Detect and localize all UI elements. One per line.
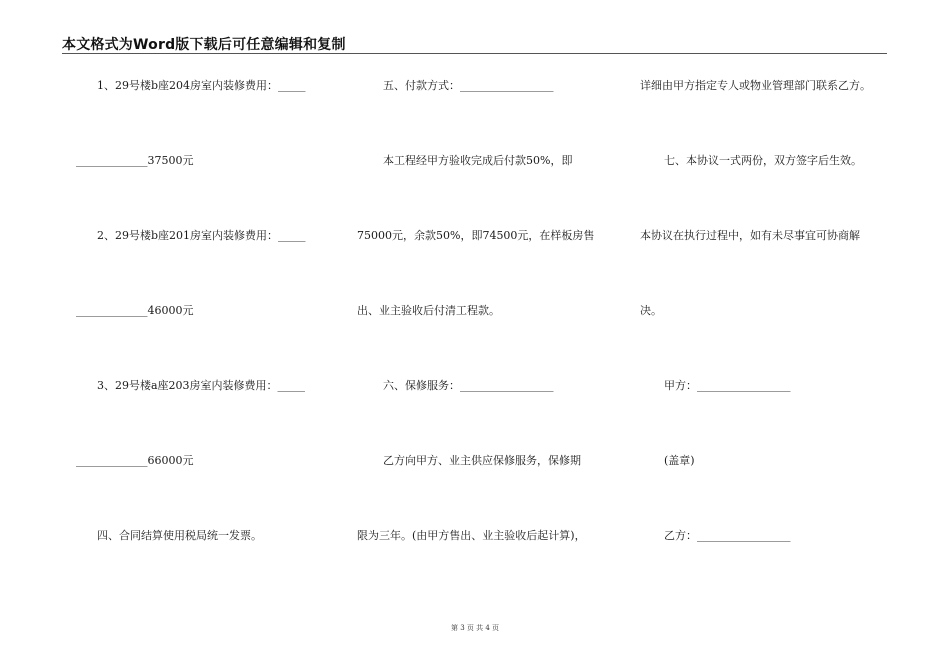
left-line-2: _____________37500元	[76, 154, 194, 167]
middle-line-2: 本工程经甲方验收完成后付款50%，即	[383, 154, 573, 167]
right-line-3: 本协议在执行过程中，如有未尽事宜可协商解	[640, 229, 860, 242]
page-number-footer: 第 3 页 共 4 页	[450, 624, 500, 632]
left-line-4: _____________46000元	[76, 304, 194, 317]
party-b-signature-line: 乙方：_________________	[664, 529, 791, 542]
middle-line-3: 75000元，余款50%，即74500元，在样板房售	[357, 229, 595, 242]
middle-line-7: 限为三年。(由甲方售出、业主验收后起计算)，	[357, 529, 586, 542]
right-line-2: 七、本协议一式两份，双方签字后生效。	[664, 154, 862, 167]
left-line-7: 四、合同结算使用税局统一发票。	[97, 529, 262, 542]
middle-line-5: 六、保修服务：_________________	[383, 379, 554, 392]
right-line-1: 详细由甲方指定专人或物业管理部门联系乙方。	[640, 79, 871, 92]
right-line-4: 决。	[640, 304, 662, 317]
party-a-signature-line: 甲方：_________________	[664, 379, 791, 392]
left-line-1: 1、29号楼b座204房室内装修费用：_____	[97, 79, 306, 92]
document-header-title: 本文格式为Word版下载后可任意编辑和复制	[62, 37, 346, 53]
header-divider	[62, 53, 887, 54]
left-line-5: 3、29号楼a座203房室内装修费用：_____	[97, 379, 306, 392]
middle-line-4: 出、业主验收后付清工程款。	[357, 304, 500, 317]
seal-label: (盖章)	[664, 454, 695, 467]
middle-line-1: 五、付款方式：_________________	[383, 79, 554, 92]
middle-line-6: 乙方向甲方、业主供应保修服务，保修期	[383, 454, 581, 467]
left-line-3: 2、29号楼b座201房室内装修费用：_____	[97, 229, 306, 242]
left-line-6: _____________66000元	[76, 454, 194, 467]
